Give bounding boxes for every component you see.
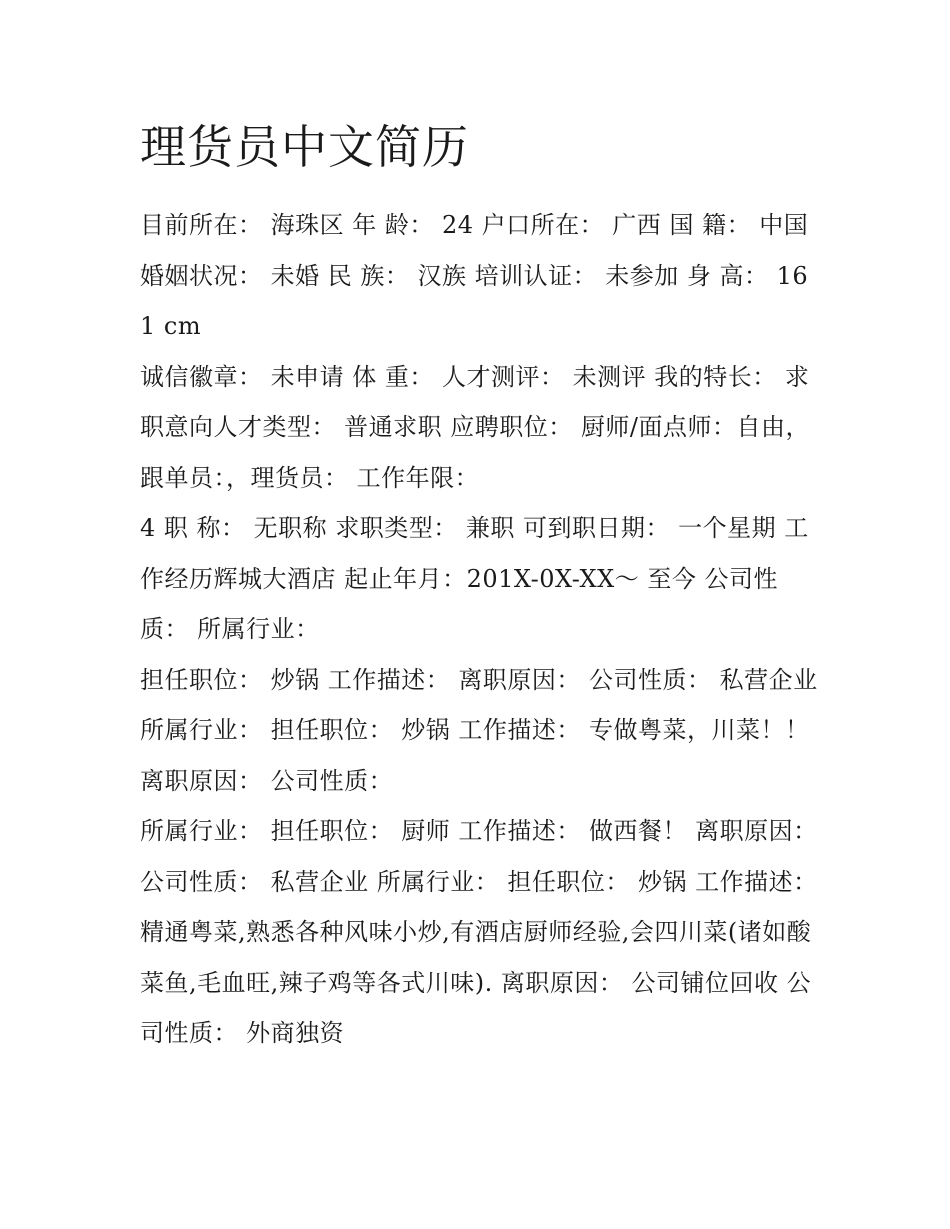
resume-page xyxy=(140,112,820,1059)
skills-paragraph: 精通粤菜,熟悉各种风味小炒,有酒店厨师经验,会四川菜(诸如酸菜鱼,毛血旺,辣子鸡等各式川味). 离职原因： 公司铺位回收 公司性质： 外商独资 xyxy=(140,918,812,1047)
page-title: 理货员中文简历 xyxy=(140,120,469,174)
position-paragraph-2: 所属行业： 担任职位： 厨师 工作描述： 做西餐！ 离职原因： 公司性质： 私营企业 所属行业： 担任职位： 炒锅 工作描述： xyxy=(140,817,818,896)
position-paragraph-1: 担任职位： 炒锅 工作描述： 离职原因： 公司性质： 私营企业 所属行业： 担任职位： 炒锅 工作描述： 专做粤菜，川菜！！ 离职原因： 公司性质： xyxy=(140,665,818,795)
job-intention-paragraph: 诚信徽章： 未申请 体 重： 人才测评： 未测评 我的特长： 求职意向人才类型： 普通求职 应聘职位： 厨师/面点师：自由，跟单员：，理货员： 工作年限： xyxy=(140,362,810,492)
work-history-paragraph: 4 职 称： 无职称 求职类型： 兼职 可到职日期： 一个星期 工作经历辉城大酒店 起止年月：201X-0X-XX～ 至今 公司性质： 所属行业： xyxy=(140,514,809,643)
personal-info-paragraph: 目前所在： 海珠区 年 龄： 24 户口所在： 广西 国 籍： 中国 婚姻状况： 未婚 民 族： 汉族 培训认证： 未参加 身 高： 161 cm xyxy=(140,211,809,340)
